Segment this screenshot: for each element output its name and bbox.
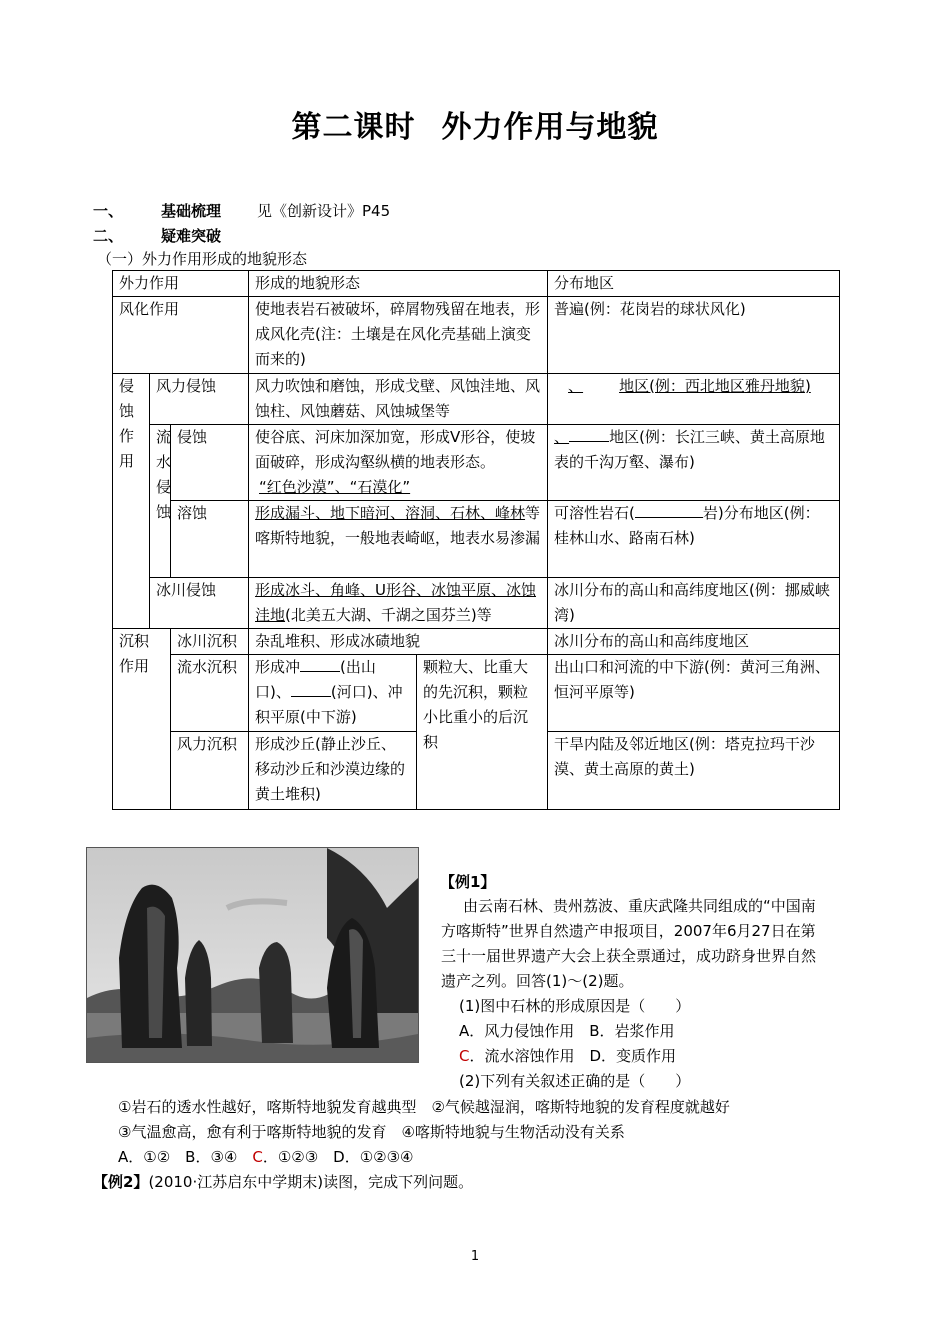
question-2: (2)下列有关叙述正确的是（ ） [459, 1072, 691, 1090]
example-1-line-1: 由云南石林、贵州荔波、重庆武隆共同组成的“中国南 [463, 897, 816, 915]
example-1-line-3: 三十一届世界遗产大会上获全票通过，成功跻身世界自然 [441, 947, 817, 965]
glacial-dep-name: 冰川沉积 [171, 629, 249, 655]
subsection-title: （一）外力作用形成的地貌形态 [97, 250, 308, 268]
example-2 [93, 1170, 473, 1195]
dissolution-form: 形成漏斗、地下暗河、溶洞、石林、峰林等喀斯特地貌，一般地表崎岖，地表水易渗漏 [249, 501, 548, 578]
water-erosion-underlined: “红色沙漠”、“石漠化” [259, 478, 411, 496]
header-force: 外力作用 [113, 271, 249, 297]
dissolution-dist: 可溶性岩石( 岩)分布地区(例：桂林山水、路南石林) [548, 501, 840, 578]
table-row [113, 501, 840, 578]
wind-erosion-dist [548, 374, 840, 425]
glacial-erosion-form: 形成冰斗、角峰、U形谷、冰蚀平原、冰蚀洼地(北美五大湖、千湖之国芬兰)等 [249, 578, 548, 629]
glacial-erosion-dist: 冰川分布的高山和高纬度地区(例：挪威峡湾) [548, 578, 840, 629]
question-2-statements-1: ①岩石的透水性越好，喀斯特地貌发育越典型 ②气候越湿润，喀斯特地貌的发育程度就越好 [118, 1098, 730, 1116]
answer-c-2: C [252, 1148, 263, 1166]
section-2 [93, 225, 222, 246]
wind-dep-form: 形成沙丘(静止沙丘、移动沙丘和沙漠边缘的黄土堆积) [249, 732, 417, 810]
header-landform: 形成的地貌形态 [249, 271, 548, 297]
weathering-form: 使地表岩石被破坏，碎屑物残留在地表，形成风化壳(注：土壤是在风化壳基础上演变而来的) [249, 297, 548, 374]
question-1: (1)图中石林的形成原因是（ ） [459, 997, 691, 1015]
table-row [113, 374, 840, 425]
title-part2: 外力作用与地貌 [441, 110, 659, 145]
section-1-ref: 见《创新设计》P45 [257, 202, 391, 220]
section-1 [93, 200, 391, 221]
table-row [113, 629, 840, 655]
wind-dep-dist: 干旱内陆及邻近地区(例：塔克拉玛干沙漠、黄土高原的黄土) [548, 732, 840, 810]
water-dep-form: 形成冲 (出山口)、 (河口)、冲积平原(中下游) [249, 655, 417, 732]
section-1-number: 一、 [93, 202, 124, 220]
weathering-name: 风化作用 [113, 297, 249, 374]
water-erosion-dist: 、 地区(例：长江三峡、黄土高原地表的千沟万壑、瀑布) [548, 425, 840, 501]
example-1-line-4: 遗产之列。回答(1)～(2)题。 [441, 972, 634, 990]
water-erosion-form: 使谷底、河床加深加宽，形成V形谷，使坡面破碎，形成沟壑纵横的地表形态。 “红色沙漠”、“石漠化” [249, 425, 548, 501]
table-row [113, 578, 840, 629]
section-1-label: 基础梳理 [161, 202, 222, 220]
dissolution-name: 溶蚀 [171, 501, 249, 578]
water-dep-note: 颗粒大、比重大的先沉积，颗粒小比重小的后沉积 [417, 655, 548, 810]
page-title [0, 102, 950, 146]
wind-erosion-name: 风力侵蚀 [150, 374, 249, 425]
landform-table [112, 270, 840, 810]
glacial-erosion-name: 冰川侵蚀 [150, 578, 249, 629]
table-row [113, 425, 840, 501]
weathering-dist: 普遍(例：花岗岩的球状风化) [548, 297, 840, 374]
table-row [113, 297, 840, 374]
water-dep-dist: 出山口和河流的中下游(例：黄河三角洲、恒河平原等) [548, 655, 840, 732]
section-2-label: 疑难突破 [161, 227, 222, 245]
example-1-paragraph [441, 894, 861, 1094]
water-erosion-name: 侵蚀 [171, 425, 249, 501]
page-number: 1 [470, 1249, 480, 1264]
example-1-label: 【例1】 [440, 873, 496, 891]
title-part1: 第二课时 [291, 110, 416, 145]
table-header-row [113, 271, 840, 297]
question-2-options: A．①② B．③④ C．①②③ D．①②③④ [118, 1148, 414, 1166]
answer-c: C [459, 1047, 470, 1065]
example-1-line-2: 方喀斯特”世界自然遗产申报项目，2007年6月27日在第 [441, 922, 816, 940]
wind-dep-name: 风力沉积 [171, 732, 249, 810]
glacial-dep-dist: 冰川分布的高山和高纬度地区 [548, 629, 840, 655]
water-erosion-label: 流水侵蚀 [150, 425, 171, 578]
glacial-dep-form: 杂乱堆积、形成冰碛地貌 [249, 629, 548, 655]
example-2-label: 【例2】 [93, 1173, 149, 1191]
section-2-number: 二、 [93, 227, 124, 245]
blank-1: 、 地区(例：西北地区雅丹地貌) [568, 377, 811, 395]
erosion-label: 侵蚀作用 [113, 374, 150, 629]
question-2-statements-2: ③气温愈高，愈有利于喀斯特地貌的发育 ④喀斯特地貌与生物活动没有关系 [118, 1123, 625, 1141]
question-1-options-ab: A．风力侵蚀作用 B．岩浆作用 [459, 1022, 675, 1040]
water-dep-name: 流水沉积 [171, 655, 249, 732]
stone-forest-photo [86, 847, 419, 1063]
example-2-text: (2010·江苏启东中学期末)读图，完成下列问题。 [148, 1173, 474, 1191]
wind-erosion-form: 风力吹蚀和磨蚀，形成戈壁、风蚀洼地、风蚀柱、风蚀蘑菇、风蚀城堡等 [249, 374, 548, 425]
deposition-label: 沉积作用 [113, 629, 171, 810]
header-distribution: 分布地区 [548, 271, 840, 297]
question-1-options-cd: C．流水溶蚀作用 D．变质作用 [459, 1047, 677, 1065]
table-row [113, 655, 840, 732]
